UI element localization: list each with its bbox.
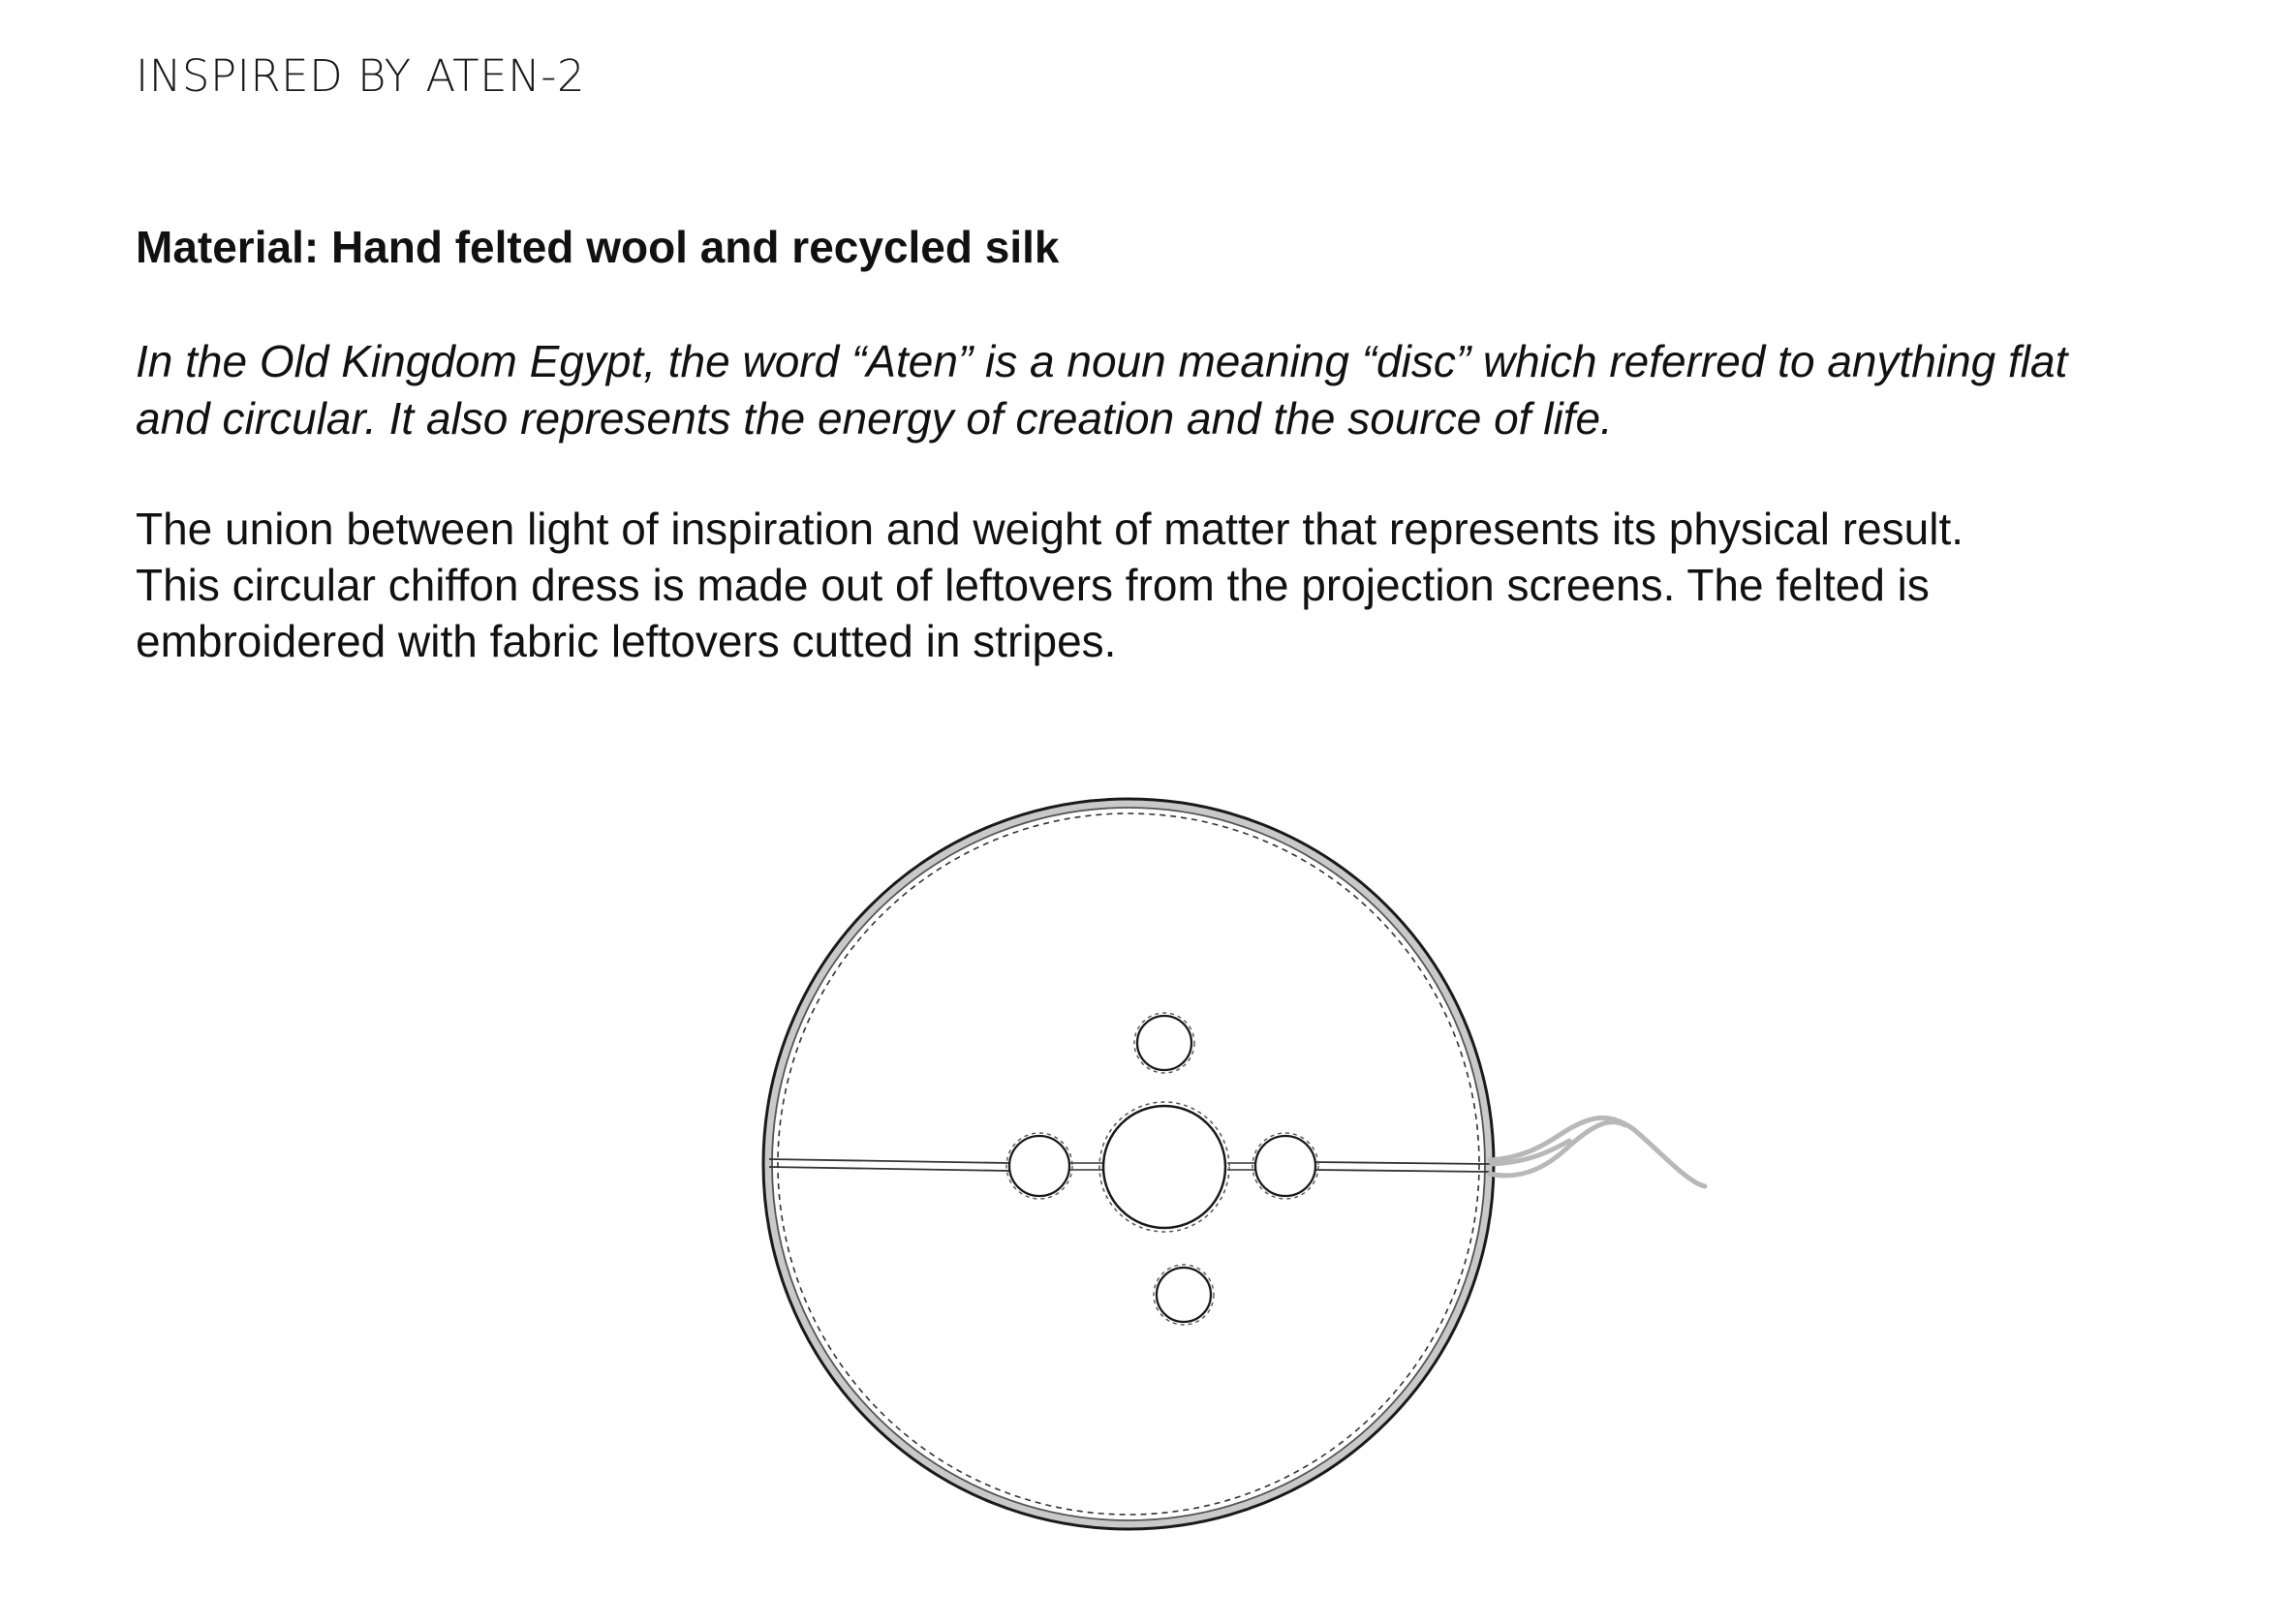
material-label: Material: Hand felted wool and recycled silk	[136, 222, 1060, 272]
ribbon-stripes	[1490, 1118, 1705, 1186]
definition-line-1: In the Old Kingdom Egypt, the word “Aten” is a noun meaning “disc” which referred to anything flat	[136, 336, 2068, 386]
description-line-2: This circular chiffon dress is made out of leftovers from the projection screens. The felted is	[136, 560, 1930, 610]
description-line-1: The union between light of inspiration and weight of matter that represents its physical result.	[136, 504, 1964, 554]
center-hole	[1099, 1102, 1229, 1232]
dress-description-paragraph	[136, 501, 2218, 669]
circular-dress-pattern-icon	[736, 775, 1724, 1549]
right-hole	[1252, 1133, 1318, 1199]
description-line-3: embroidered with fabric leftovers cutted in stripes.	[136, 616, 1117, 666]
left-hole	[1006, 1133, 1072, 1199]
page-title: INSPIRED BY ATEN-2	[136, 50, 586, 102]
top-hole	[1134, 1013, 1194, 1073]
aten-definition-paragraph	[136, 333, 2218, 447]
bottom-hole	[1154, 1265, 1214, 1325]
definition-line-2: and circular. It also represents the energy of creation and the source of life.	[136, 393, 1613, 444]
